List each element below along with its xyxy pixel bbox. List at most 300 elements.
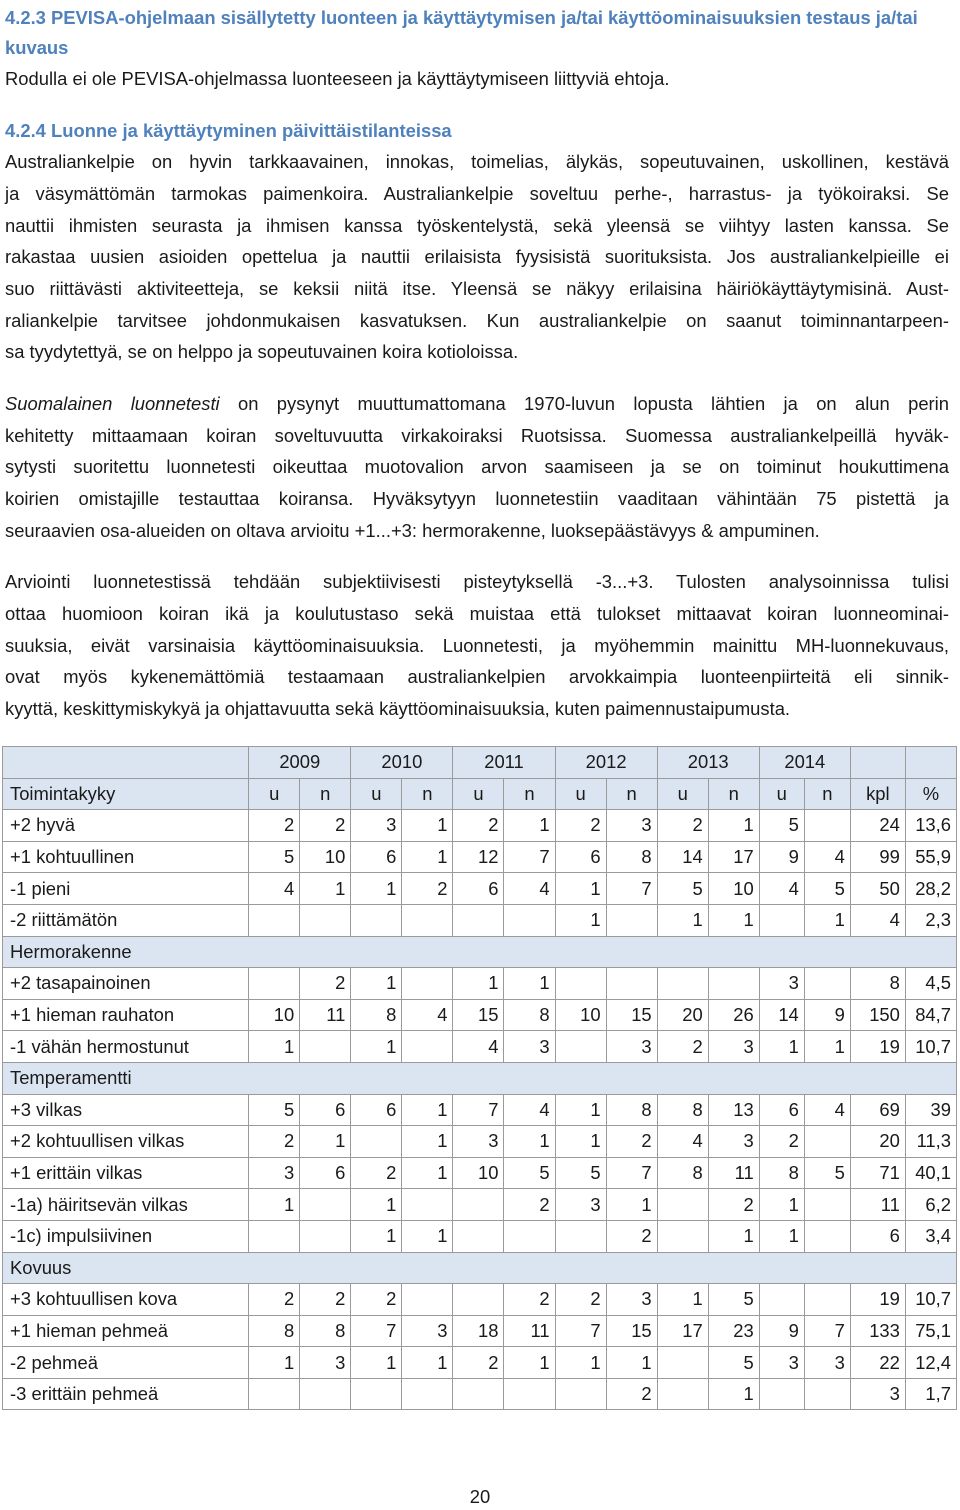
text-line: Arviointi luonnetestissä tehdään subjektiivisesti pisteytyksellä -3...+3. Tulosten analysoinnissa tulisi	[5, 571, 949, 592]
value-cell: 2	[300, 810, 351, 842]
value-cell	[453, 1189, 504, 1221]
value-cell	[351, 1378, 402, 1410]
value-cell: 7	[351, 1315, 402, 1347]
value-cell	[249, 968, 300, 1000]
value-cell: 1	[657, 1284, 708, 1316]
value-cell: 1	[351, 1189, 402, 1221]
value-cell: 6	[351, 1094, 402, 1126]
value-cell: 2	[453, 1347, 504, 1379]
value-cell: 18	[453, 1315, 504, 1347]
year-header-cell: 2014	[759, 747, 850, 779]
header-empty-cell	[850, 747, 905, 779]
value-cell: 6	[300, 1157, 351, 1189]
table-row	[3, 1031, 957, 1063]
value-cell: 4	[759, 873, 804, 905]
value-cell: 4	[402, 999, 453, 1031]
value-cell: 4	[850, 904, 905, 936]
value-cell: 133	[850, 1315, 905, 1347]
value-cell: 3	[804, 1347, 850, 1379]
value-cell: 14	[759, 999, 804, 1031]
value-cell: 4	[804, 841, 850, 873]
value-cell	[453, 1378, 504, 1410]
value-cell	[759, 904, 804, 936]
value-cell: 1	[351, 968, 402, 1000]
value-cell: 7	[606, 1157, 657, 1189]
value-cell: 26	[708, 999, 759, 1031]
value-cell	[351, 904, 402, 936]
value-cell: 4	[504, 1094, 555, 1126]
row-label: +2 kohtuullisen vilkas	[3, 1126, 249, 1158]
value-cell: 1	[555, 1347, 606, 1379]
row-label: +3 kohtuullisen kova	[3, 1284, 249, 1316]
value-cell: 19	[850, 1031, 905, 1063]
table-row	[3, 1157, 957, 1189]
value-cell: 3,4	[905, 1220, 956, 1252]
value-cell: 6	[300, 1094, 351, 1126]
section-label: Temperamentti	[3, 1062, 957, 1094]
text-line: suuksia, eivät varsinaisia käyttöominaisuuksia. Luonnetesti, ja myöhemmin mainittu MH-luonnekuvaus,	[5, 635, 949, 656]
text-line: raliankelpie tarvitsee johdonmukaisen kasvatuksen. Kun australiankelpie on saanut toiminnantarpeen-	[5, 310, 949, 331]
value-cell: 3	[759, 1347, 804, 1379]
value-cell: 1	[249, 1347, 300, 1379]
value-cell: 8	[249, 1315, 300, 1347]
value-cell: 8	[351, 999, 402, 1031]
row-label: -1 vähän hermostunut	[3, 1031, 249, 1063]
value-cell: 8	[300, 1315, 351, 1347]
value-cell: 8	[606, 841, 657, 873]
value-cell	[657, 1189, 708, 1221]
value-cell: 1	[555, 1094, 606, 1126]
value-cell: 1	[300, 1126, 351, 1158]
character-test-results-table	[2, 746, 957, 1410]
value-cell: 6	[850, 1220, 905, 1252]
value-cell: 71	[850, 1157, 905, 1189]
value-cell: 2	[300, 968, 351, 1000]
value-cell: 1	[708, 810, 759, 842]
value-cell: 2	[606, 1378, 657, 1410]
row-label: +1 hieman rauhaton	[3, 999, 249, 1031]
value-cell: 10	[555, 999, 606, 1031]
value-cell: 1,7	[905, 1378, 956, 1410]
value-cell: 4	[249, 873, 300, 905]
value-cell: 3	[555, 1189, 606, 1221]
heading-4-2-3: 4.2.3 PEVISA-ohjelmaan sisällytetty luonteen ja käyttäytymisen ja/tai käyttöominaisuuksien testaus ja/tai kuvaus	[5, 7, 918, 58]
value-cell: 1	[708, 1220, 759, 1252]
value-cell: 3	[708, 1126, 759, 1158]
value-cell: 17	[708, 841, 759, 873]
value-cell	[555, 1220, 606, 1252]
row-label: -1 pieni	[3, 873, 249, 905]
heading-4-2-4: 4.2.4 Luonne ja käyttäytyminen päivittäistilanteissa	[5, 120, 452, 141]
value-cell: 4	[453, 1031, 504, 1063]
value-cell	[351, 1126, 402, 1158]
value-cell: 40,1	[905, 1157, 956, 1189]
value-cell: 11	[850, 1189, 905, 1221]
value-cell: 3	[759, 968, 804, 1000]
value-cell: 24	[850, 810, 905, 842]
value-cell: 3	[249, 1157, 300, 1189]
value-cell	[606, 968, 657, 1000]
value-cell: 2	[249, 1284, 300, 1316]
subheader-cell: kpl	[850, 778, 905, 810]
subheader-cell: n	[402, 778, 453, 810]
value-cell: 11,3	[905, 1126, 956, 1158]
value-cell: 2	[657, 810, 708, 842]
value-cell	[804, 968, 850, 1000]
value-cell: 1	[504, 968, 555, 1000]
text-line: kyyttä, keskittymiskykyä ja ohjattavuutta sekä käyttöominaisuuksia, kuten paimennustaipumusta.	[5, 698, 791, 719]
value-cell: 20	[850, 1126, 905, 1158]
value-cell: 10	[300, 841, 351, 873]
value-cell: 2	[249, 1126, 300, 1158]
value-cell: 5	[759, 810, 804, 842]
subheader-cell: u	[453, 778, 504, 810]
value-cell: 6	[453, 873, 504, 905]
value-cell: 6,2	[905, 1189, 956, 1221]
row-label: -1a) häiritsevän vilkas	[3, 1189, 249, 1221]
value-cell: 12	[453, 841, 504, 873]
value-cell	[708, 968, 759, 1000]
value-cell: 5	[249, 1094, 300, 1126]
value-cell	[402, 1189, 453, 1221]
value-cell: 3	[402, 1315, 453, 1347]
text-line: ovat myös kykenemättömiä testaamaan australiankelpien arvokkaimpia luonteenpiirteitä eli sinnik-	[5, 666, 949, 687]
value-cell: 4	[804, 1094, 850, 1126]
value-cell	[300, 1378, 351, 1410]
text-line: nauttii ihmisten seurasta ja ihmisen kanssa työskentelystä, sekä yleensä se viihtyy lasten kanssa. Se	[5, 215, 949, 236]
value-cell: 99	[850, 841, 905, 873]
value-cell: 2	[249, 810, 300, 842]
value-cell: 1	[300, 873, 351, 905]
value-cell: 5	[249, 841, 300, 873]
value-cell	[504, 1220, 555, 1252]
value-cell: 7	[504, 841, 555, 873]
value-cell: 4,5	[905, 968, 956, 1000]
text-line: sa tyydytettyä, se on helppo ja sopeutuvainen koira kotioloissa.	[5, 341, 519, 362]
value-cell: 1	[606, 1189, 657, 1221]
value-cell	[504, 1378, 555, 1410]
value-cell: 9	[759, 1315, 804, 1347]
row-label: +3 vilkas	[3, 1094, 249, 1126]
value-cell	[555, 1031, 606, 1063]
value-cell: 2	[606, 1220, 657, 1252]
value-cell: 1	[759, 1031, 804, 1063]
value-cell: 12,4	[905, 1347, 956, 1379]
value-cell	[804, 810, 850, 842]
subheader-cell: n	[504, 778, 555, 810]
header-empty-cell	[905, 747, 956, 779]
row-label: -1c) impulsiivinen	[3, 1220, 249, 1252]
value-cell: 14	[657, 841, 708, 873]
value-cell: 28,2	[905, 873, 956, 905]
value-cell: 11	[504, 1315, 555, 1347]
value-cell	[804, 1220, 850, 1252]
value-cell: 4	[657, 1126, 708, 1158]
value-cell: 1	[804, 904, 850, 936]
value-cell: 7	[453, 1094, 504, 1126]
value-cell: 1	[249, 1031, 300, 1063]
value-cell: 3	[708, 1031, 759, 1063]
value-cell: 5	[708, 1284, 759, 1316]
subheader-cell: u	[351, 778, 402, 810]
value-cell	[657, 1347, 708, 1379]
text-line: ottaa huomioon koiran ikä ja koulutustaso sekä muistaa että tulokset mittaavat koiran luonneominai-	[5, 603, 949, 624]
value-cell: 2	[504, 1284, 555, 1316]
text-line: suo riittävästi aktiviteetteja, se keksii niitä itse. Yleensä se näkyy erilaisina häiriökäyttäytymisinä. Aust-	[5, 278, 949, 299]
row-label: -2 pehmeä	[3, 1347, 249, 1379]
subheader-cell: u	[657, 778, 708, 810]
value-cell: 1	[504, 810, 555, 842]
italic-term: Suomalainen luonnetesti	[5, 393, 220, 414]
value-cell: 2	[606, 1126, 657, 1158]
value-cell: 17	[657, 1315, 708, 1347]
text-line: kehitetty mittaamaan koiran soveltuvuutta virkakoiraksi Ruotsissa. Suomessa australiankelpeillä hyväk-	[5, 425, 949, 446]
value-cell	[804, 1189, 850, 1221]
value-cell: 20	[657, 999, 708, 1031]
value-cell	[249, 1378, 300, 1410]
value-cell: 4	[504, 873, 555, 905]
table-row	[3, 904, 957, 936]
section-label: Toimintakyky	[3, 778, 249, 810]
year-header-cell: 2011	[453, 747, 555, 779]
subheader-cell: u	[249, 778, 300, 810]
value-cell: 19	[850, 1284, 905, 1316]
value-cell: 1	[402, 1220, 453, 1252]
value-cell: 8	[657, 1157, 708, 1189]
value-cell: 1	[657, 904, 708, 936]
value-cell: 1	[504, 1347, 555, 1379]
value-cell: 1	[555, 1126, 606, 1158]
value-cell: 10,7	[905, 1031, 956, 1063]
value-cell: 1	[402, 1157, 453, 1189]
value-cell: 1	[402, 1094, 453, 1126]
row-label: +2 tasapainoinen	[3, 968, 249, 1000]
table-row	[3, 810, 957, 842]
value-cell: 2	[453, 810, 504, 842]
value-cell: 150	[850, 999, 905, 1031]
value-cell	[249, 904, 300, 936]
text-line: ja väsymättömän tarmokas paimenkoira. Australiankelpie soveltuu perhe-, harrastus- ja työkoiraksi. Se	[5, 183, 949, 204]
value-cell	[402, 968, 453, 1000]
value-cell	[300, 904, 351, 936]
section-row	[3, 936, 957, 968]
value-cell: 1	[351, 1031, 402, 1063]
year-header-cell: 2009	[249, 747, 351, 779]
value-cell: 2,3	[905, 904, 956, 936]
value-cell: 1	[402, 1126, 453, 1158]
value-cell	[402, 904, 453, 936]
value-cell: 1	[555, 904, 606, 936]
value-cell: 2	[300, 1284, 351, 1316]
text-line: seuraavien osa-alueiden on oltava arvioitu +1...+3: hermorakenne, luoksepäästävyys & ampuminen.	[5, 520, 820, 541]
value-cell: 1	[402, 841, 453, 873]
value-cell: 5	[657, 873, 708, 905]
row-label: -3 erittäin pehmeä	[3, 1378, 249, 1410]
table-row	[3, 1378, 957, 1410]
value-cell	[657, 968, 708, 1000]
value-cell	[804, 1284, 850, 1316]
row-label: +1 kohtuullinen	[3, 841, 249, 873]
value-cell: 1	[402, 810, 453, 842]
table-header-row	[3, 747, 957, 779]
section-row	[3, 1062, 957, 1094]
table-row	[3, 1126, 957, 1158]
value-cell: 55,9	[905, 841, 956, 873]
value-cell: 8	[759, 1157, 804, 1189]
value-cell: 3	[351, 810, 402, 842]
table-row	[3, 873, 957, 905]
value-cell: 2	[402, 873, 453, 905]
value-cell: 2	[657, 1031, 708, 1063]
value-cell: 1	[555, 873, 606, 905]
value-cell: 50	[850, 873, 905, 905]
value-cell: 10	[708, 873, 759, 905]
value-cell	[453, 1220, 504, 1252]
value-cell: 23	[708, 1315, 759, 1347]
section-label: Kovuus	[3, 1252, 957, 1284]
value-cell: 10	[453, 1157, 504, 1189]
value-cell	[453, 904, 504, 936]
value-cell	[402, 1031, 453, 1063]
table-body	[3, 747, 957, 1410]
value-cell: 1	[453, 968, 504, 1000]
value-cell: 2	[351, 1157, 402, 1189]
value-cell: 2	[708, 1189, 759, 1221]
value-cell: 13	[708, 1094, 759, 1126]
value-cell: 6	[351, 841, 402, 873]
value-cell: 15	[606, 1315, 657, 1347]
value-cell: 11	[708, 1157, 759, 1189]
subheader-cell: %	[905, 778, 956, 810]
value-cell: 7	[804, 1315, 850, 1347]
value-cell: 3	[504, 1031, 555, 1063]
value-cell	[606, 904, 657, 936]
value-cell: 2	[504, 1189, 555, 1221]
value-cell: 1	[708, 904, 759, 936]
value-cell	[555, 968, 606, 1000]
value-cell: 3	[606, 810, 657, 842]
value-cell	[300, 1220, 351, 1252]
value-cell: 1	[351, 1347, 402, 1379]
value-cell: 1	[804, 1031, 850, 1063]
value-cell: 7	[555, 1315, 606, 1347]
year-header-cell: 2010	[351, 747, 453, 779]
value-cell	[453, 1284, 504, 1316]
value-cell: 1	[249, 1189, 300, 1221]
header-empty-cell	[3, 747, 249, 779]
value-cell: 3	[300, 1347, 351, 1379]
value-cell	[804, 1126, 850, 1158]
value-cell: 5	[708, 1347, 759, 1379]
value-cell	[555, 1378, 606, 1410]
text-line: koirien omistajille testauttaa koiransa. Hyväksytyyn luonnetestiin vaaditaan vähintään 75 pistettä ja	[5, 488, 949, 509]
value-cell: 8	[504, 999, 555, 1031]
subheader-cell: n	[708, 778, 759, 810]
paragraph-pevisa: Rodulla ei ole PEVISA-ohjelmassa luonteeseen ja käyttäytymiseen liittyviä ehtoja.	[5, 68, 670, 89]
value-cell: 22	[850, 1347, 905, 1379]
value-cell: 1	[759, 1189, 804, 1221]
table-row	[3, 1347, 957, 1379]
value-cell: 2	[759, 1126, 804, 1158]
value-cell	[402, 1378, 453, 1410]
value-cell: 8	[657, 1094, 708, 1126]
value-cell	[300, 1031, 351, 1063]
value-cell	[804, 1378, 850, 1410]
value-cell: 10	[249, 999, 300, 1031]
value-cell	[657, 1220, 708, 1252]
row-label: -2 riittämätön	[3, 904, 249, 936]
subheader-cell: n	[300, 778, 351, 810]
value-cell	[402, 1284, 453, 1316]
page-number: 20	[469, 1486, 491, 1507]
value-cell: 13,6	[905, 810, 956, 842]
table-row	[3, 1094, 957, 1126]
value-cell: 10,7	[905, 1284, 956, 1316]
table-row	[3, 1189, 957, 1221]
value-cell: 39	[905, 1094, 956, 1126]
value-cell: 1	[504, 1126, 555, 1158]
value-cell	[249, 1220, 300, 1252]
section-label: Hermorakenne	[3, 936, 957, 968]
table-row	[3, 1315, 957, 1347]
subheader-cell: u	[555, 778, 606, 810]
subheader-cell: n	[606, 778, 657, 810]
value-cell: 15	[606, 999, 657, 1031]
value-cell	[759, 1378, 804, 1410]
value-cell: 8	[606, 1094, 657, 1126]
value-cell: 1	[351, 873, 402, 905]
value-cell: 3	[606, 1031, 657, 1063]
table-row	[3, 841, 957, 873]
value-cell	[657, 1378, 708, 1410]
value-cell: 11	[300, 999, 351, 1031]
value-cell: 5	[804, 1157, 850, 1189]
row-label: +1 erittäin vilkas	[3, 1157, 249, 1189]
value-cell: 7	[606, 873, 657, 905]
value-cell	[504, 904, 555, 936]
value-cell: 3	[453, 1126, 504, 1158]
value-cell: 2	[555, 1284, 606, 1316]
row-label: +1 hieman pehmeä	[3, 1315, 249, 1347]
value-cell: 3	[850, 1378, 905, 1410]
value-cell: 5	[504, 1157, 555, 1189]
text-line: Australiankelpie on hyvin tarkkaavainen, innokas, toimelias, älykäs, sopeutuvainen, uskollinen, kestävä	[5, 151, 949, 172]
year-header-cell: 2012	[555, 747, 657, 779]
subheader-cell: u	[759, 778, 804, 810]
row-label: +2 hyvä	[3, 810, 249, 842]
value-cell: 2	[555, 810, 606, 842]
value-cell: 3	[606, 1284, 657, 1316]
value-cell: 6	[759, 1094, 804, 1126]
text-line: rakastaa uusien asioiden opettelua ja nauttii erilaisista fyysisistä suorituksista. Jos australiankelpieille ei	[5, 246, 949, 267]
value-cell: 9	[804, 999, 850, 1031]
table-row	[3, 968, 957, 1000]
value-cell: 2	[351, 1284, 402, 1316]
value-cell: 9	[759, 841, 804, 873]
table-row	[3, 1284, 957, 1316]
value-cell: 75,1	[905, 1315, 956, 1347]
value-cell: 1	[351, 1220, 402, 1252]
value-cell: 1	[759, 1220, 804, 1252]
subheader-cell: n	[804, 778, 850, 810]
value-cell: 15	[453, 999, 504, 1031]
year-header-cell: 2013	[657, 747, 759, 779]
table-row	[3, 999, 957, 1031]
value-cell: 5	[804, 873, 850, 905]
text-run: on pysynyt muuttumattomana 1970-luvun lopusta lähtien ja on alun perin	[219, 393, 949, 414]
table-row	[3, 1220, 957, 1252]
value-cell: 8	[850, 968, 905, 1000]
